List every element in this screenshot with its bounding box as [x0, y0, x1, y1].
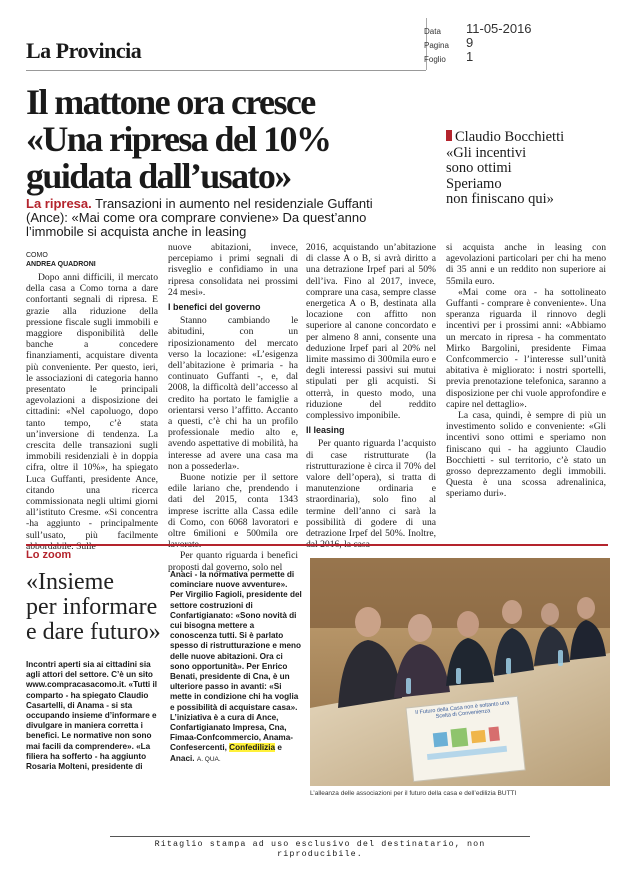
subheadline [26, 197, 416, 239]
zoom-text: e Anaci. [170, 743, 282, 763]
article-paragraph: La casa, quindi, è sempre di più un investimento solido e conveniente: «Gli incentivi sono ottimi e speriamo non finiscano qui - ha aggiunto Claudio Bocchietti - sul territorio, c’è stato un grosso deprezzamento degli immobili. Questa è una scossa adrenalinica, speriamo duri». [446, 410, 606, 500]
article-column-4 [446, 242, 606, 500]
section-heading: Il leasing [306, 425, 345, 436]
headline-line: Il mattone ora cresce [26, 82, 315, 122]
photo-caption [310, 790, 516, 797]
article-paragraph: «Mai come ora - ha sottolineato Guffanti - comprare è conveniente». Una speranza riguarda il rinnovo degli incentivi per i prossimi anni: «Abbiamo un mercato in ripresa - ha commentato Mirko Bargolini, presidente Fimaa Confcommercio - l’interesse sull’unità abitativa è migliorato: i nostri sportelli, previa prenotazione telefonica, saranno a disposizione per chi vuole approfondire e capire nel dettaglio». [446, 286, 606, 410]
zoom-signature: A. QUA. [196, 755, 221, 763]
zoom-rule [26, 544, 608, 546]
subheadline-text: Transazioni in aumento nel residenziale Guffanti (Ance): «Mai come ora comprare conviene» Da quest’anno l’immobile si acquista anche in leasing [26, 196, 373, 239]
subheadline-lead: La ripresa. [26, 196, 92, 211]
meta-box [424, 22, 604, 64]
zoom-title-line: e dare futuro» [26, 619, 161, 645]
article-column-2 [168, 242, 298, 573]
zoom-title [26, 570, 186, 645]
article-paragraph: si acquista anche in leasing con agevolazioni particolari per chi ha meno di 35 anni e un reddito non superiore ai 55mila euro. [446, 242, 606, 287]
poster-text: Il Futuro della Casa non è soltanto una Scelta di Convenienza [415, 700, 510, 720]
article-paragraph: Stanno cambiando le abitudini, con un riposizionamento del mercato verso la locazione: «L’esigenza dell’abitazione è primaria - ha continuato Guffanti -, e, dal 2008, la difficoltà dell’accesso al credito ha portato le famiglie a orientarsi verso l’affitto. Accanto a questi, c’è chi ha un profilo professionale medio alto e, avendo aspettative di mobilità, ha interesse ad avere una casa ma non a possederla». [168, 315, 298, 472]
headline-line: «Una ripresa del 10% [26, 119, 331, 159]
meta-pagina-label: Pagina [424, 41, 449, 50]
article-paragraph: Per quanto riguarda l’acquisto di case ristrutturate (la ristrutturazione è circa il 70% del valore dell’opera), si tratta di manutenzione ordinaria e straordinaria), solo fino al termine dell’anno ci sarà la possibilità di godere di una detrazione Irpef del 50%. Inoltre, dal 2016, la casa [306, 438, 436, 551]
headline [26, 84, 426, 195]
press-conference-photo [310, 558, 610, 786]
quote-marker-icon [446, 130, 452, 141]
byline-place: COMO [26, 252, 48, 259]
zoom-text: Anaci - la normativa permette di cominciare nuove avventure». Per Virgilio Fagioli, presidente del settore costruzioni di Confartigianato: «Sono novità di cui bisogna mettere a conoscenza tutti. Si è parlato spesso di ristrutturazione e meno delle nuove abitazioni. Ora ci sono opportunità». Per Enrico Benati, presidente di Cna, è un ulteriore passo in avanti: «Si mette in condizione chi ha voglia e possibilità di acquistare casa». L’iniziativa è a cura di Ance, Confartigianato Impresa, Cna, Fimaa-Confcommercio, Anama-Confesercenti, [170, 570, 302, 753]
article-column-3 [306, 242, 436, 550]
footer-disclaimer: Ritaglio stampa ad uso esclusivo del destinatario, non riproducibile. [110, 836, 530, 859]
pull-quote-line: Speriamo [446, 175, 502, 192]
caption-credit: BUTTI [497, 790, 517, 797]
byline [26, 251, 96, 269]
article-paragraph: nuove abitazioni, invece, percepiamo i primi segnali di risveglio e confidiamo in una ripresa consolidata nei prossimi 24 mesi». [168, 242, 298, 298]
pull-quote-line: non finiscano qui» [446, 191, 554, 207]
zoom-title-line: per informare [26, 594, 158, 620]
meta-pagina-value: 9 [466, 35, 474, 50]
article-column-1 [26, 272, 158, 552]
highlighted-term: Confedilizia [229, 743, 276, 753]
meta-data-label: Data [424, 27, 441, 36]
conference-poster [406, 696, 525, 781]
zoom-paragraph [170, 570, 302, 765]
zoom-paragraph: Incontri aperti sia ai cittadini sia agli attori del settore. C’è un sito www.compracasacomo.it. «Tutti il comparto - ha spiegato Claudio Casartelli, di Anama - si sta occupando insieme d’informare e divulgare in maniera corretta i benefici. Le normative non sono mai facili da comprendere». «La filiera ha sofferto - ha aggiunto Rosaria Molteni, presidente di [26, 660, 158, 772]
zoom-column-2 [170, 570, 302, 765]
zoom-label: Lo zoom [26, 549, 72, 561]
pull-quote-line: «Gli incentivi [446, 144, 527, 161]
pull-quote-name: Claudio Bocchietti [455, 129, 565, 145]
article-paragraph: 2016, acquistando un’abitazione di classe A o B, si avrà diritto a una detrazione Irpef pari al 50% dell’iva. Fino al 2017, invece, comprare una casa, sempre classe energetica A o B, destinata alla locazione con affitto non superiore al canone concordato e per almeno 8 anni, consente una deduzione Irpef pari al 20% nel limite massimo di 300mila euro e degli interessi passivi sui mutui stipulati per gli acquisti. Si otterrà, in questo modo, una riduzione del reddito complessivo imponibile. [306, 242, 436, 422]
section-heading: I benefici del governo [168, 302, 261, 313]
headline-line: guidata dall’usato» [26, 156, 291, 196]
masthead: La Provincia [26, 38, 142, 63]
zoom-title-line: «Insieme [26, 569, 114, 595]
pull-quote [446, 130, 606, 208]
meta-foglio-label: Foglio [424, 55, 446, 64]
zoom-column-1 [26, 660, 164, 772]
meta-foglio-value: 1 [466, 49, 474, 64]
masthead-rule [26, 70, 426, 71]
article-paragraph: Buone notizie per il settore edile lariano che, prendendo i dati del 2015, conta 1343 imprese iscritte alla Cassa edile di Como, con 6068 lavoratori e oltre 6milioni e 500mila ore lavorate. [168, 472, 298, 551]
pull-quote-line: sono ottimi [446, 160, 512, 176]
caption-text: L’alleanza delle associazioni per il futuro della casa e dell’edilizia [310, 790, 496, 797]
article-paragraph: Dopo anni difficili, il mercato della casa a Como torna a dare confortanti segnali di ripresa. E grazie alla riduzione della pressione fiscale sugli immobili e maggiore disponibilità delle banche a concedere finanziamenti, acquistare diventa più conveniente. Per questo, ieri, le associazioni di categoria hanno presentato le principali agevolazioni a disposizione dei cittadini: «Nel capoluogo, dopo tanto tempo, c’è stata un’inversione di tendenza. La crescita delle transazioni sugli immobili residenziali è in doppia cifra, oltre il 10%», ha spiegato Luca Guffanti, presidente Ance, citando una ricerca commissionata negli ultimi giorni all’istituto Cresme. «Si concentra -ha aggiunto - principalmente sull’usato, più facilmente abbordabile. Sulle [26, 272, 158, 552]
byline-author: ANDREA QUADRONI [26, 261, 96, 268]
article-paragraph: Per quanto riguarda i benefici proposti dal governo, solo nel [168, 550, 298, 573]
meta-data-value: 11-05-2016 [466, 21, 532, 36]
